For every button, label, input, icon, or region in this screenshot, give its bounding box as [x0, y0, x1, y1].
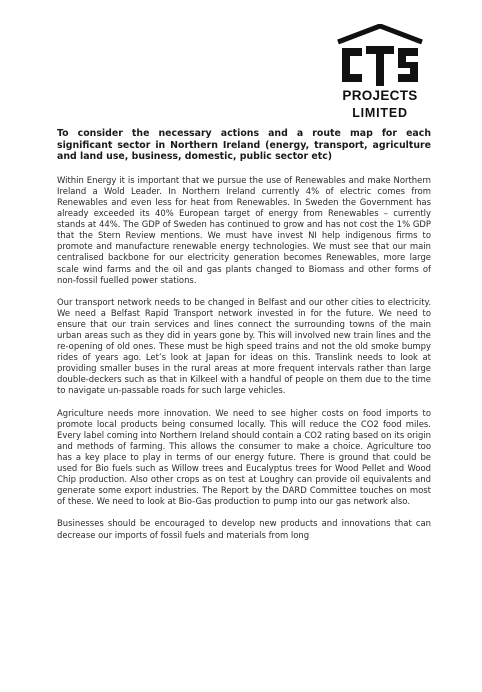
- cts-logo-mark: [330, 24, 430, 90]
- paragraph-business: Businesses should be encouraged to develop new products and innovations that can decrease our imports of fossil fuels and materials from long: [57, 518, 431, 540]
- paragraph-transport: Our transport network needs to be changed in Belfast and our other cities to electricity. We need a Belfast Rapid Transport network invested in for the future. We need to ensure that our train services and lines connect the surrounding towns of the main urban areas such as they did in years gone by. This will involved new train lines and the re-opening of old ones. These must be high speed trains and not the old smoke bumpy rides of years ago. Let’s look at Japan for ideas on this. Translink needs to look at providing smaller buses in the rural areas at more frequent intervals rather than large double-deckers such as that in Kilkeel with a handful of people on them due to the time to navigate un-passable roads for such large vehicles.: [57, 296, 431, 396]
- logo-projects-text: PROJECTS: [342, 88, 418, 103]
- section-heading: To consider the necessary actions and a route map for each significant sector in Northern Ireland (energy, transport, agriculture and land use, business, domestic, public sector etc): [57, 128, 431, 163]
- paragraph-agriculture: Agriculture needs more innovation. We need to see higher costs on food imports to promote local products being consumed locally. This will reduce the CO2 food miles. Every label coming into Northern Ireland should contain a CO2 rating based on its origin and methods of farming. This allows the consumer to make a choice. Agriculture too has a key place to play in terms of our energy future. There is ground that could be used for Bio fuels such as Willow trees and Eucalyptus trees for Wood Pellet and Wood Chip production. Also other crops as on test at Loughry can provide oil equivalents and generate some export industries. The Report by the DARD Committee touches on most of these. We need to look at Bio-Gas production to pump into our gas network also.: [57, 407, 431, 507]
- paragraph-energy: Within Energy it is important that we pursue the use of Renewables and make Northern Ireland a Wold Leader. In Northern Ireland currently 4% of electric comes from Renewables and even less for heat from Renewables. In Sweden the Government has already exceeded its 40% European target of energy from Renewables – currently stands at 44%. The GDP of Sweden has continued to grow and has not cost the 1% GDP that the Stern Review mentions. We must have invest NI help indigenous firms to promote and manufacture renewable energy technologies. We must see that our main centralised backbone for our electricity generation becomes Renewables, more large scale wind farms and the oil and gas plants changed to Biomass and other forms of non-fossil fuelled power stations.: [57, 174, 431, 285]
- logo-limited-text: LIMITED: [352, 106, 408, 120]
- company-logo: [330, 24, 430, 124]
- document-body: [57, 128, 431, 552]
